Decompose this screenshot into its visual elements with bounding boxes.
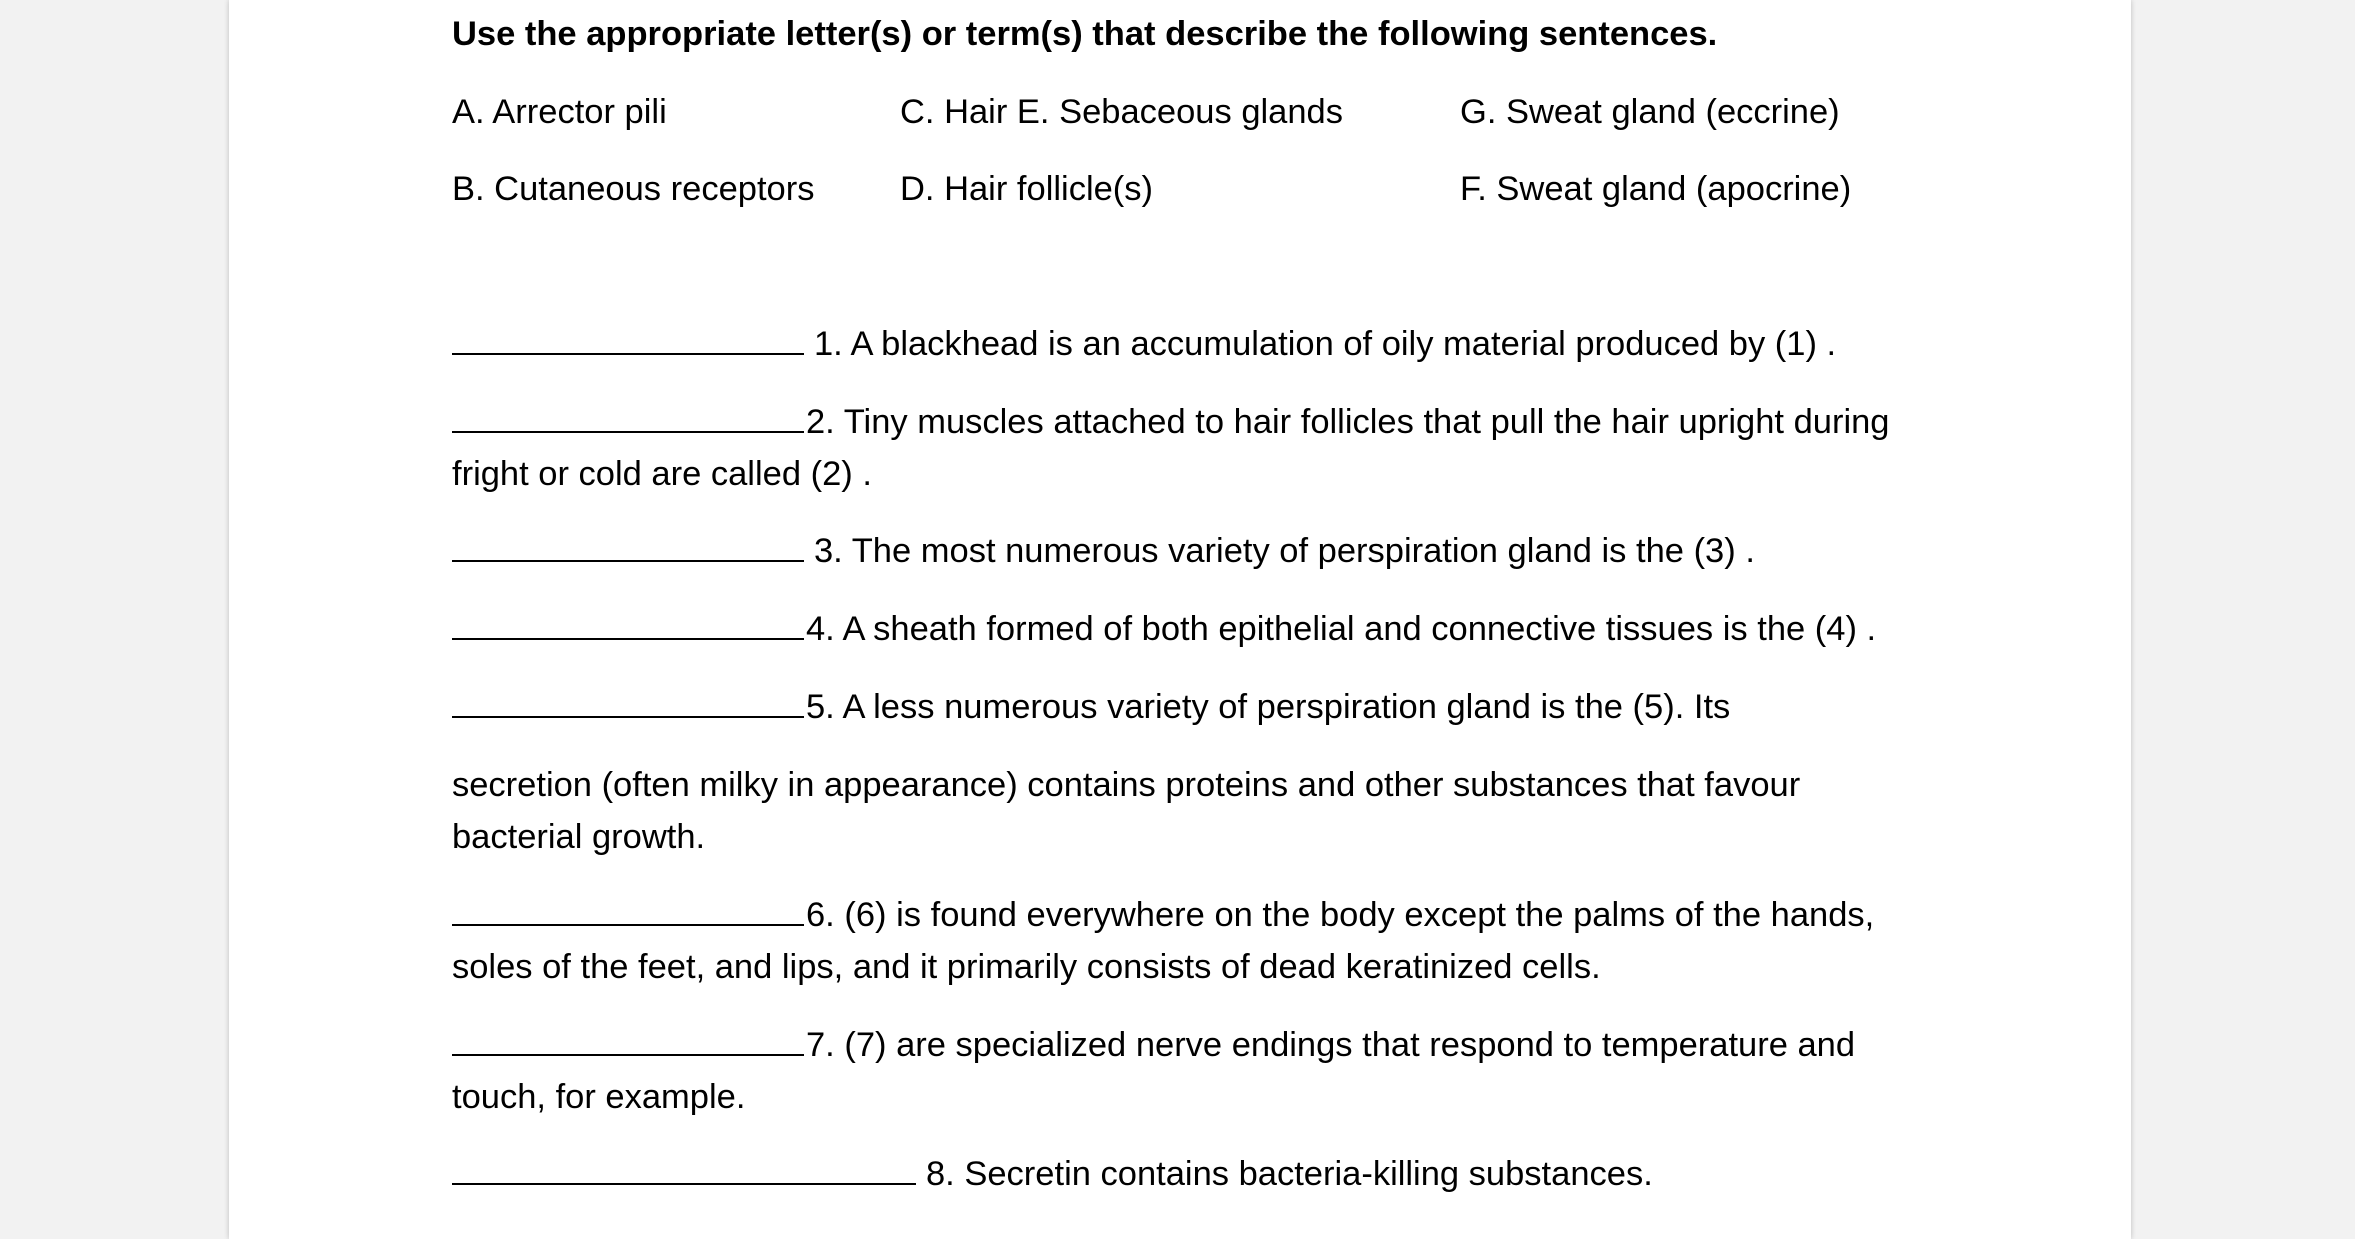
question-6 [452,889,1874,941]
option-g: G. Sweat gland (eccrine) [1460,93,1840,131]
question-2-continued: fright or cold are called (2) . [452,455,872,493]
option-d: D. Hair follicle(s) [900,170,1154,208]
question-5-continued-2: bacterial growth. [452,818,706,856]
question-2 [452,396,1890,448]
answer-blank-3[interactable] [452,532,804,562]
option-f: F. Sweat gland (apocrine) [1460,170,1852,208]
question-1 [452,318,1836,370]
question-8 [452,1148,1653,1200]
question-4 [452,603,1876,655]
question-2-text-line1: 2. Tiny muscles attached to hair follicles that pull the hair upright during [806,403,1890,441]
question-5 [452,681,1730,733]
answer-blank-6[interactable] [452,896,804,926]
answer-blank-7[interactable] [452,1026,804,1056]
question-3-text: 3. The most numerous variety of perspiration gland is the (3) . [814,532,1755,570]
question-6-text-line1: 6. (6) is found everywhere on the body except the palms of the hands, [806,896,1875,934]
answer-blank-8[interactable] [452,1155,916,1185]
question-7 [452,1019,1855,1071]
answer-blank-1[interactable] [452,325,804,355]
instructions-heading: Use the appropriate letter(s) or term(s) that describe the following sentences. [452,15,1718,53]
question-1-text: 1. A blackhead is an accumulation of oily material produced by (1) . [814,325,1837,363]
answer-blank-2[interactable] [452,403,804,433]
question-4-text: 4. A sheath formed of both epithelial and connective tissues is the (4) . [806,610,1877,648]
option-b: B. Cutaneous receptors [452,170,815,208]
answer-blank-5[interactable] [452,688,804,718]
option-c-e: C. Hair E. Sebaceous glands [900,93,1343,131]
question-7-text-line1: 7. (7) are specialized nerve endings that respond to temperature and [806,1026,1856,1064]
question-5-text-line1: 5. A less numerous variety of perspiration gland is the (5). Its [806,688,1731,726]
answer-blank-4[interactable] [452,610,804,640]
option-a: A. Arrector pili [452,93,667,131]
question-7-continued: touch, for example. [452,1078,746,1116]
question-3 [452,525,1755,577]
question-8-text: 8. Secretin contains bacteria-killing substances. [926,1155,1653,1193]
question-6-continued: soles of the feet, and lips, and it primarily consists of dead keratinized cells. [452,948,1601,986]
question-5-continued: secretion (often milky in appearance) contains proteins and other substances that favour [452,766,1801,804]
